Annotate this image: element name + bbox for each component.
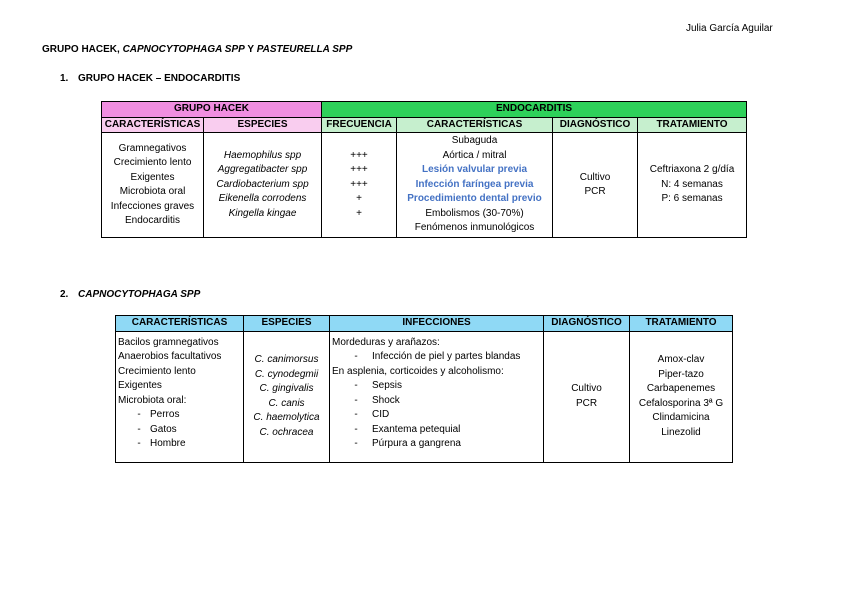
treatment-line: Piper-tazo [658,368,704,380]
section-2-title [60,289,200,300]
cell-line: Bacilos gramnegativos [118,336,219,348]
title-italic-part: CAPNOCYTOPHAGA SPP [122,44,245,55]
dash-bullet: - [354,394,358,406]
dash-bullet: - [137,438,141,449]
col-header: FRECUENCIA [322,117,397,133]
section-number: 2. [60,289,69,300]
diagnosis-method: Cultivo [571,383,602,394]
endo-feature: Fenómenos inmunológicos [414,222,535,234]
species-name: C. canis [268,397,305,409]
dash-bullet: - [354,351,358,362]
tratamiento-cell [630,331,733,462]
capnocytophaga-table [115,315,733,463]
cell-line: Exigentes [130,171,175,183]
endo-feature: Subaguda [451,135,498,147]
bullet-subitem [118,408,241,423]
col-header: ESPECIES [204,117,322,133]
bullet-subitem [332,437,541,452]
species-name: Eikenella corrodens [218,193,307,205]
subitem-text: Shock [372,394,400,406]
subitem-text: Gatos [150,423,177,435]
col-header: DIAGNÓSTICO [553,117,638,133]
hacek-endocarditis-table [101,101,747,238]
cell-line: Crecimiento lento [118,365,196,377]
subitem-text: Perros [150,409,180,420]
group-header-hacek: GRUPO HACEK [102,102,322,118]
col-header: TRATAMIENTO [638,117,747,133]
subitem-text: Sepsis [372,380,403,391]
endo-feature-highlighted: Lesión valvular previa [421,164,528,176]
section-1-title [60,73,240,84]
species-name: C. canimorsus [254,354,319,365]
section-title-text: GRUPO HACEK – ENDOCARDITIS [78,73,241,84]
title-part: GRUPO HACEK, [42,44,123,55]
dash-bullet: - [354,423,358,435]
bullet-subitem [332,423,541,438]
species-name: C. cynodegmii [254,368,319,380]
frequency-value: +++ [350,164,368,176]
cell-line: Anaerobios facultativos [118,351,222,362]
species-name: Cardiobacterium spp [216,178,309,190]
endo-feature-highlighted: Procedimiento dental previo [407,193,542,205]
col-header: CARACTERÍSTICAS [102,117,204,133]
species-name: C. gingivalis [259,383,314,394]
species-name: C. haemolytica [253,412,320,423]
frequency-value: +++ [350,149,368,161]
cell-line: Crecimiento lento [113,157,192,168]
treatment-line: Ceftriaxona 2 g/día [649,164,735,176]
treatment-line: Clindamicina [652,412,710,423]
cell-line: Gramnegativos [118,142,187,154]
section-title-text: CAPNOCYTOPHAGA SPP [78,289,201,300]
subitem-text: Infección de piel y partes blandas [372,351,521,362]
subitem-text: Exantema petequial [372,423,461,435]
dash-bullet: - [354,438,358,449]
col-header: INFECCIONES [330,316,544,332]
endocarditis-caracteristicas-cell [397,133,553,238]
bullet-subitem [332,379,541,394]
col-header: CARACTERÍSTICAS [397,117,553,133]
species-name: Aggregatibacter spp [217,164,308,176]
endo-feature-highlighted: Infección faríngea previa [415,178,534,190]
treatment-line: N: 4 semanas [661,178,723,190]
col-header: TRATAMIENTO [630,316,733,332]
infection-heading: En asplenia, corticoides y alcoholismo: [332,365,504,377]
caracteristicas-cell [116,331,244,462]
diagnostico-cell [544,331,630,462]
bullet-subitem [118,423,241,438]
species-name: Haemophilus spp [223,149,302,161]
dash-bullet: - [137,423,141,435]
cell-line: Infecciones graves [110,200,195,212]
dash-bullet: - [137,409,141,420]
group-header-endocarditis: ENDOCARDITIS [322,102,747,118]
author-name: Julia García Aguilar [686,23,773,34]
endo-feature: Aórtica / mitral [442,149,507,161]
cell-line: Endocarditis [124,215,181,226]
endo-feature: Embolismos (30-70%) [425,207,524,219]
frequency-value: +++ [350,178,368,190]
subitem-text: CID [372,409,390,420]
diagnosis-method: Cultivo [579,171,611,183]
tratamiento-cell [638,133,747,238]
bullet-subitem [332,394,541,409]
species-name: Kingella kingae [228,207,297,219]
subitem-text: Púrpura a gangrena [372,438,461,449]
treatment-line: P: 6 semanas [661,193,723,205]
frequency-value: + [356,207,362,219]
frecuencia-cell [322,133,397,238]
dash-bullet: - [354,380,358,391]
subitem-text: Hombre [150,438,186,449]
treatment-line: Amox-clav [657,354,705,365]
diagnosis-method: PCR [575,397,598,409]
col-header: CARACTERÍSTICAS [116,316,244,332]
treatment-line: Carbapenemes [646,383,716,394]
title-part: Y [244,44,257,55]
species-name: C. ochracea [259,426,314,438]
diagnosis-method: PCR [584,186,606,197]
col-header: DIAGNÓSTICO [544,316,630,332]
col-header: ESPECIES [244,316,330,332]
cell-line: Exigentes [118,380,162,391]
title-italic-part: PASTEURELLA SPP [256,44,353,55]
infecciones-cell [330,331,544,462]
bullet-subitem [332,408,541,423]
dash-bullet: - [354,409,358,420]
bullet-subitem [118,437,241,452]
section-number: 1. [60,73,69,84]
bullet-subitem [332,350,541,365]
cell-line: Microbiota oral [119,186,186,197]
diagnostico-cell [553,133,638,238]
frequency-value: + [356,193,362,205]
caracteristicas-cell [102,133,204,238]
document-title [42,44,352,55]
treatment-line: Linezolid [661,426,701,438]
especies-cell [204,133,322,238]
especies-cell [244,331,330,462]
cell-line: Microbiota oral: [118,394,187,406]
treatment-line: Cefalosporina 3ª G [638,397,724,409]
infection-heading: Mordeduras y arañazos: [332,336,440,348]
